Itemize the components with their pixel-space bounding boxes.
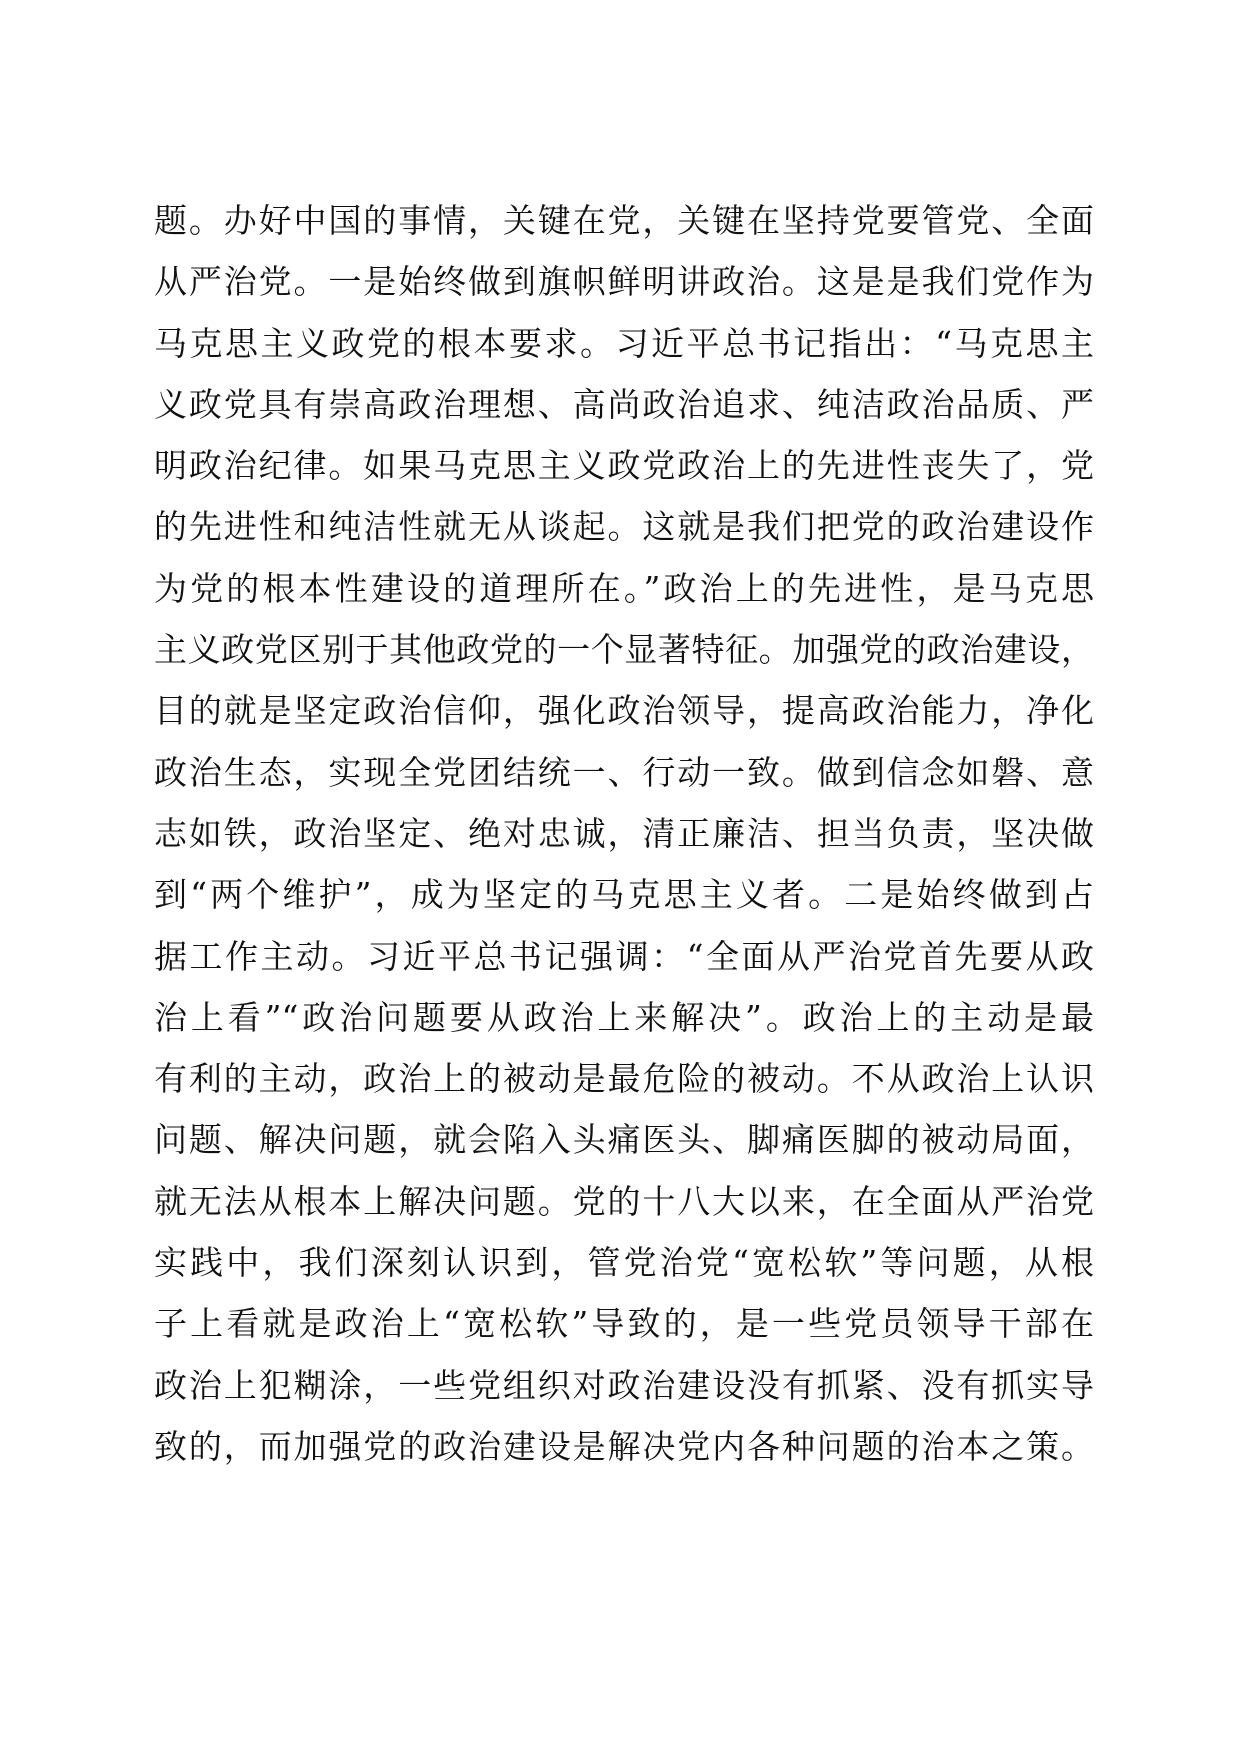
text-line: 就无法从根本上解决问题。党的十八大以来，在全面从严治党 (154, 1181, 1094, 1221)
text-line: 政治生态，实现全党团结统一、行动一致。做到信念如磐、意 (154, 752, 1094, 792)
text-line: 明政治纪律。如果马克思主义政党政治上的先进性丧失了，党 (154, 446, 1094, 486)
text-line: 从严治党。一是始终做到旗帜鲜明讲政治。这是是我们党作为 (154, 262, 1094, 302)
text-line: 志如铁，政治坚定、绝对忠诚，清正廉洁、担当负责，坚决做 (154, 813, 1094, 853)
text-line: 问题、解决问题，就会陷入头痛医头、脚痛医脚的被动局面， (154, 1120, 1094, 1160)
text-line: 子上看就是政治上“宽松软”导致的，是一些党员领导干部在 (154, 1304, 1094, 1344)
text-line: 义政党具有崇高政治理想、高尚政治追求、纯洁政治品质、严 (154, 384, 1094, 424)
text-line: 有利的主动，政治上的被动是最危险的被动。不从政治上认识 (154, 1059, 1094, 1099)
text-line: 目的就是坚定政治信仰，强化政治领导，提高政治能力，净化 (154, 691, 1094, 731)
text-line: 据工作主动。习近平总书记强调：“全面从严治党首先要从政 (154, 936, 1094, 976)
text-line: 的先进性和纯洁性就无从谈起。这就是我们把党的政治建设作 (154, 507, 1094, 547)
text-line: 题。办好中国的事情，关键在党，关键在坚持党要管党、全面 (154, 201, 1094, 240)
text-line: 马克思主义政党的根本要求。习近平总书记指出：“马克思主 (154, 323, 1094, 363)
text-line: 实践中，我们深刻认识到，管党治党“宽松软”等问题，从根 (154, 1243, 1094, 1283)
text-line: 治上看”“政治问题要从政治上来解决”。政治上的主动是最 (154, 997, 1094, 1037)
text-line: 为党的根本性建设的道理所在。”政治上的先进性，是马克思 (154, 568, 1094, 608)
text-line: 致的，而加强党的政治建设是解决党内各种问题的治本之策。 (154, 1426, 1094, 1466)
body-text (154, 190, 1094, 1477)
text-line: 到“两个维护”，成为坚定的马克思主义者。二是始终做到占 (154, 875, 1094, 915)
text-line: 主义政党区别于其他政党的一个显著特征。加强党的政治建设， (154, 630, 1094, 670)
text-line: 政治上犯糊涂，一些党组织对政治建设没有抓紧、没有抓实导 (154, 1365, 1094, 1405)
